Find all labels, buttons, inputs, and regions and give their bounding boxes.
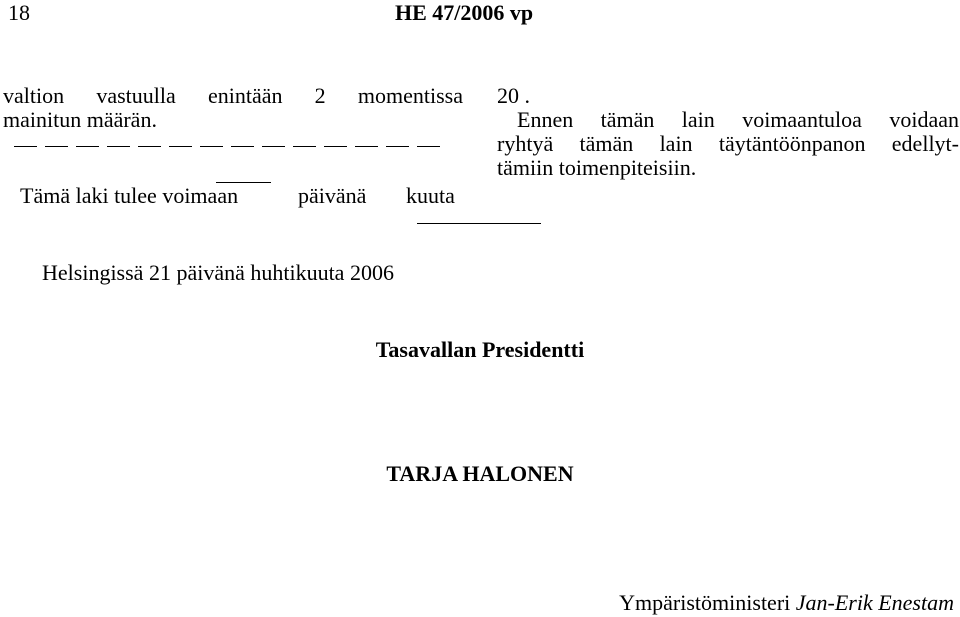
dash-segment <box>262 146 285 147</box>
dash-segment <box>138 146 161 147</box>
dash-segment <box>107 146 130 147</box>
dash-segment <box>386 146 409 147</box>
minister-title: Ympäristöministeri <box>619 590 791 615</box>
end-rule <box>417 223 541 224</box>
minister-signature <box>619 590 954 616</box>
right-year-line: 20 . <box>497 83 530 108</box>
right-line-3: tämiin toimenpiteisiin. <box>497 155 697 180</box>
dash-segment <box>293 146 316 147</box>
right-line-1: Ennen tämän lain voimaantuloa voidaan <box>517 107 959 132</box>
dash-segment <box>169 146 192 147</box>
document-id: HE 47/2006 vp <box>395 0 534 25</box>
enactment-day: päivänä <box>298 183 367 208</box>
right-column <box>497 84 959 180</box>
dash-segment <box>14 146 37 147</box>
right-line-2: ryhtyä tämän lain täytäntöönpanon edellyt- <box>497 131 959 156</box>
dash-segment <box>417 146 440 147</box>
president-name: TARJA HALONEN <box>386 461 574 486</box>
dash-segment <box>76 146 99 147</box>
enactment-month: kuuta <box>406 183 455 208</box>
dash-segment <box>200 146 223 147</box>
left-line-2: mainitun määrän. <box>3 107 157 132</box>
dash-segment <box>355 146 378 147</box>
dash-segment <box>45 146 68 147</box>
president-title: Tasavallan Presidentti <box>375 337 585 362</box>
dash-segment <box>231 146 254 147</box>
minister-name: Jan-Erik Enestam <box>795 590 954 615</box>
page-number: 18 <box>8 0 30 25</box>
enactment-text: Tämä laki tulee voimaan <box>20 183 239 208</box>
place-date: Helsingissä 21 päivänä huhtikuuta 2006 <box>42 260 394 285</box>
left-column <box>3 84 463 132</box>
left-line-1: valtion vastuulla enintään 2 momentissa <box>3 83 463 108</box>
dash-segment <box>324 146 347 147</box>
dash-separator <box>14 146 439 148</box>
